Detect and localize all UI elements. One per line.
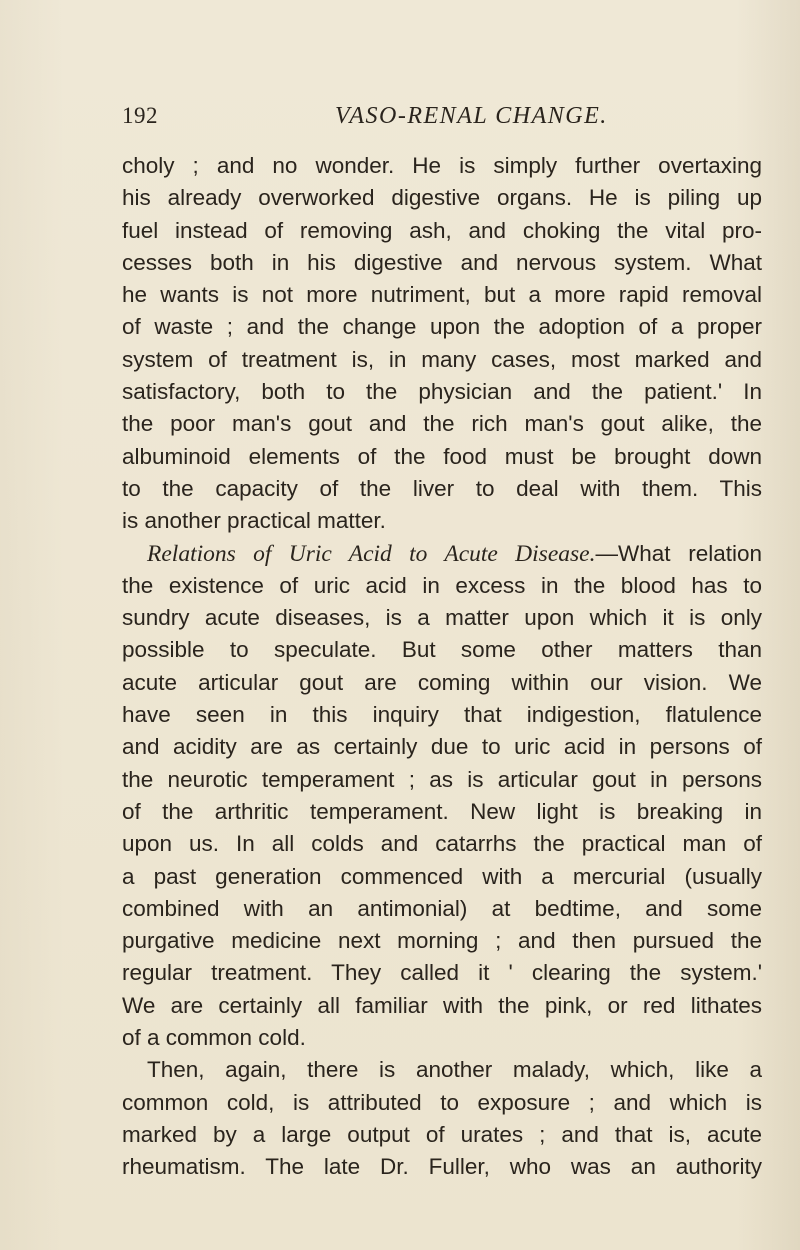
text-line: We are certainly all familiar with the pink, or red lithates [122, 992, 762, 1018]
text-line: and acidity are as certainly due to uric acid in persons of [122, 734, 762, 760]
text-line: the existence of uric acid in excess in the blood has to [122, 572, 762, 598]
text-line: marked by a large output of urates ; and that is, acute [122, 1121, 762, 1147]
text-line: common cold, is attributed to exposure ; and which is [122, 1089, 762, 1115]
text-line: satisfactory, both to the physician and the patient.' In [122, 379, 762, 405]
text-line: have seen in this inquiry that indigestion, flatulence [122, 702, 762, 728]
text-line: fuel instead of removing ash, and choking the vital pro- [122, 217, 762, 243]
text-line: rheumatism. The late Dr. Fuller, who was an authority [122, 1154, 762, 1180]
text-line: the poor man's gout and the rich man's gout alike, the [122, 411, 762, 437]
section-heading: Relations of Uric Acid to Acute Disease. [147, 540, 596, 567]
text-line: of the arthritic temperament. New light is breaking in [122, 798, 762, 824]
page-number: 192 [122, 103, 158, 128]
text-line: possible to speculate. But some other matters than [122, 637, 762, 663]
text-line: purgative medicine next morning ; and then pursued the [122, 928, 762, 954]
text-line: a past generation commenced with a mercurial (usually [122, 863, 762, 889]
text-line: to the capacity of the liver to deal with them. This [122, 475, 762, 501]
text-line: cesses both in his digestive and nervous system. What [122, 249, 762, 275]
text-line: system of treatment is, in many cases, most marked and [122, 346, 762, 372]
text-line: choly ; and no wonder. He is simply further overtaxing [122, 153, 762, 178]
text-line: acute articular gout are coming within our vision. We [122, 669, 762, 695]
text-line: sundry acute diseases, is a matter upon which it is only [122, 605, 762, 631]
text-line: his already overworked digestive organs. He is piling up [122, 185, 762, 211]
text-line: combined with an antimonial) at bedtime, and some [122, 895, 762, 921]
text-line: of a common cold. [122, 1025, 306, 1051]
section-heading-line [122, 538, 762, 570]
text-line: the neurotic temperament ; as is articular gout in persons [122, 766, 762, 792]
text-line: he wants is not more nutriment, but a more rapid removal [122, 282, 762, 308]
text-line: is another practical matter. [122, 508, 386, 534]
section-lead: —What relation [595, 540, 763, 566]
running-head [0, 103, 800, 135]
text-line: albuminoid elements of the food must be brought down [122, 443, 762, 469]
running-title: VASO-RENAL CHANGE. [335, 103, 608, 129]
text-line: upon us. In all colds and catarrhs the practical man of [122, 831, 762, 857]
text-line: regular treatment. They called it ' clearing the system.' [122, 960, 762, 986]
body-text [122, 150, 762, 1184]
text-line: of waste ; and the change upon the adoption of a proper [122, 314, 762, 340]
text-line: Then, again, there is another malady, which, like a [147, 1057, 762, 1083]
